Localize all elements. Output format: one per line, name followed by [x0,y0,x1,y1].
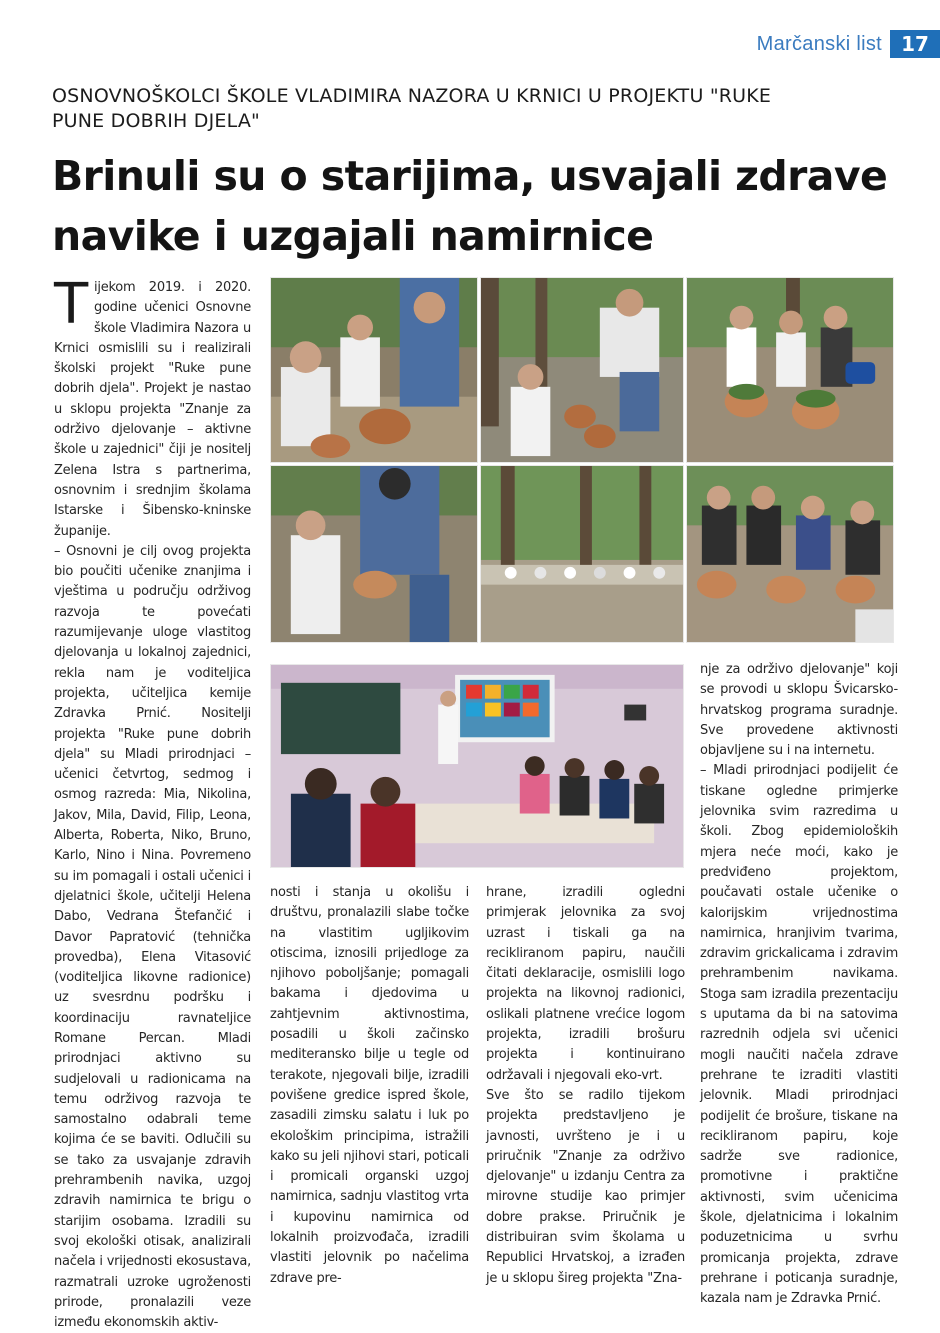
paragraph-intro: ijekom 2019. i 2020. godine učenici Osnovne škole Vladimira Nazora u Krnici osmislili su i realizirali školski projekt "Ruke pune dobrih djela". Projekt je nastao u sklopu projekta "Znanje za održivo djelovanje – aktivne škole u zajednici" čiji je nositelj Zelena Istra s partnerima, osnovnim i srednjim školama Istarske i Šibensko-kninske županije. [54,280,251,539]
photo-boys-filling-pots [270,465,478,643]
paragraph-activities-continued: hrane, izradili ogledni primjerak jelovnika za svoj uzrast i tiskali ga na recikliranom papiru, naučili čitati deklaracije, osmislili logo projekta na likovnoj radionici, oslikali platnene vrećice logom projekta, izradili brošuru projekta i kontinuirano održavali i njegovali eko-vrt. [486,885,685,1083]
masthead [757,30,940,58]
drop-cap: T [54,272,88,337]
photo-schoolyard-group [480,465,684,643]
publication-name: Marčanski list [756,32,882,55]
article-column-2 [270,883,469,1289]
photo-girls-watering-plants [686,277,894,463]
article-column-3 [486,883,685,1289]
photo-classroom-presentation [270,664,684,868]
article-headline: Brinuli su o starijima, usvajali zdrave navike i uzgajali namirnice [52,152,888,260]
paragraph-handbook: Sve što se radilo tijekom projekta predstavljeno je javnosti, uvršteno je i u priručnik "Znanje za održivo djelovanje" u izdanju Centra za mirovne studije kao primjer dobre prakse. Priručnik je distribuiran svim školama u Republici Hrvatskoj, a izrađen je u sklopu šireg projekta "Zna- [486,1087,685,1286]
photo-girls-with-potted-herbs [686,465,894,643]
article-column-4 [700,660,898,1310]
article-column-1 [54,272,251,1333]
page-number: 17 [890,30,940,58]
article-kicker: OSNOVNOŠKOLCI ŠKOLE VLADIMIRA NAZORA U KRNICI U PROJEKTU "RUKE PUNE DOBRIH DJELA" [52,85,772,132]
paragraph-programme: nje za održivo djelovanje" koji se provodi u sklopu Švicarsko-hrvatskog programa suradnje. Sve provedene aktivnosti objavljene su i na internetu. [700,662,898,759]
paragraph-activities: nosti i stanja u okolišu i društvu, pronalazili slabe točke na vlastitim ugljikovim otiscima, iznosili prijedloge za njihovo poboljšanje; pomagali bakama i djedovima u zahtjevnim aktivnostima, posadili u školi začinsko mediteransko bilje u tegle od terakote, njegovali bilje, izradili povišene gredice ispred škole, zasadili zimsku salatu i luk po ekološkim principima, istražili kako su jeli njihovi stari, poticali i promicali organski uzgoj namirnica, sadnju vlastitog vrta i kupovinu namirnica od lokalnih proizvođača, izradili vlastiti jelovnik po načelima zdrave pre- [270,885,469,1286]
paragraph-quote: – Osnovni je cilj ovog projekta bio poučiti učenike znanjima i vještima u području održivog razvoja te povećati razumijevanje uloge vlastitog djelovanja u lokalnoj zajednici, rekla nam je voditeljica projekta, učiteljica kemije Zdravka Prnić. Nositelji projekta "Ruke pune dobrih djela" su Mladi prirodnjaci – učenici četvrtog, sedmog i osmog razreda: Mia, Nikolina, Jakov, Mila, David, Filip, Leona, Alberta, Roberta, Niko, Bruno, Karlo, Nino i Nina. Povremeno su im pomagali i ostali učenici i djelatnici škole, učitelji Helena Dabo, Vedrana Štefančić i Davor Papratović (tehnička provedba), Elena Vitasović (voditeljica likovne radionice) uz svesrdnu podršku i koordinaciju ravnateljice Romane Percan. Mladi prirodnjaci aktivno su sudjelovali u radionicama na temu održivog razvoja te samostalno odabrali teme kojima će se baviti. Odlučili su se tako za usvajanje zdravih prehrambenih navika, uzgoj zdravih namirnica te brigu o starijim osobama. Izradili su svoj ekološki otisak, analizirali načela i vrijednosti ekosustava, razmatrali uzroke ugroženosti prirode, pronalazili veze između ekonomskih aktiv- [54,543,251,1331]
photo-students-planting-1 [270,277,478,463]
photo-students-planting-2 [480,277,684,463]
paragraph-closing-quote: – Mladi prirodnjaci podijelit će tiskane ogledne primjerke jelovnika svim razredima u školi. Zbog epidemioloških mjera neće moći, kako je predviđeno projektom, poučavati ostale učenike o kalorijskim vrijednostima namirnica, hranjivim tvarima, zdravim grickalicama i zdravim prehrambenim navikama. Stoga sam izradila prezentaciju s uputama da bi na satovima razrednih odjela svi učenici mogli naučiti načela zdrave prehrane te izraditi vlastiti jelovnik. Mladi prirodnjaci podijelit će brošure, tiskane na recikliranom papiru, koje sadrže sve radionice, promotivne i praktične aktivnosti, svim učenicima škole, djelatnicima i lokalnim poduzetnicima u svrhu promicanja projekta, zdrave prehrane i poticanja suradnje, kazala nam je Zdravka Prnić. [700,763,898,1307]
